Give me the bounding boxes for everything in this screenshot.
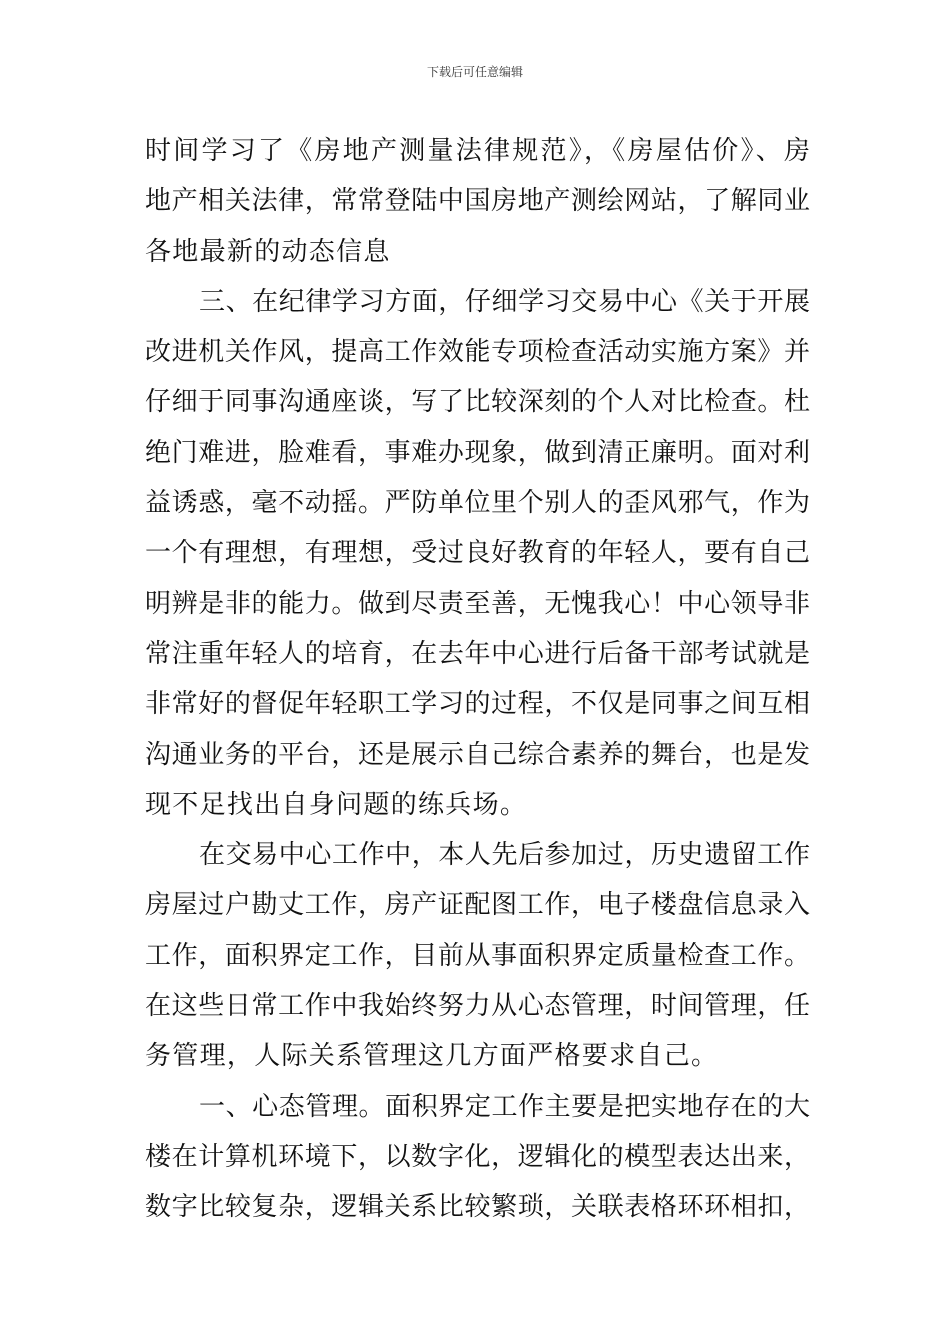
text-line: 益诱惑，毫不动摇。严防单位里个别人的歪风邪气，作为 [145,488,810,519]
text-line: 现不足找出自身问题的练兵场。 [145,789,528,820]
text-line: 楼在计算机环境下，以数字化，逻辑化的模型表达出来， [145,1141,810,1172]
text-line: 在这些日常工作中我始终努力从心态管理，时间管理，任 [145,991,810,1022]
text-line: 务管理，人际关系管理这几方面严格要求自己。 [145,1041,719,1072]
text-line: 绝门难进，脸难看，事难办现象，做到清正廉明。面对利 [145,437,810,468]
text-line: 沟通业务的平台，还是展示自己综合素养的舞台，也是发 [145,739,810,770]
text-line: 非常好的督促年轻职工学习的过程，不仅是同事之间互相 [145,689,810,720]
text-line: 工作，面积界定工作，目前从事面积界定质量检查工作。 [145,940,810,971]
text-line: 时间学习了《房地产测量法律规范》，《房屋估价》、房 [145,136,810,166]
text-line: 仔细于同事沟通座谈，写了比较深刻的个人对比检查。杜 [145,387,810,418]
text-line: 一个有理想，有理想，受过良好教育的年轻人，要有自己 [145,538,810,569]
text-line: 数字比较复杂，逻辑关系比较繁琐，关联表格环环相扣， [145,1192,810,1223]
text-line: 明辨是非的能力。做到尽责至善，无愧我心！中心领导非 [145,588,810,619]
paragraph-start-line: 三、在纪律学习方面，仔细学习交易中心《关于开展 [199,286,810,317]
text-line: 房屋过户勘丈工作，房产证配图工作，电子楼盘信息录入 [145,890,810,921]
paragraph-start-line: 一、心态管理。面积界定工作主要是把实地存在的大 [199,1091,810,1122]
text-line: 常注重年轻人的培育，在去年中心进行后备干部考试就是 [145,638,810,669]
document-body [145,126,810,1233]
paragraph-start-line: 在交易中心工作中，本人先后参加过，历史遗留工作 [199,840,810,871]
page-header-note: 下载后可任意编辑 [426,65,523,79]
text-line: 地产相关法律，常常登陆中国房地产测绘网站，了解同业 [145,186,810,217]
text-line: 改进机关作风，提高工作效能专项检查活动实施方案》并 [145,337,810,368]
text-line: 各地最新的动态信息 [145,236,391,267]
